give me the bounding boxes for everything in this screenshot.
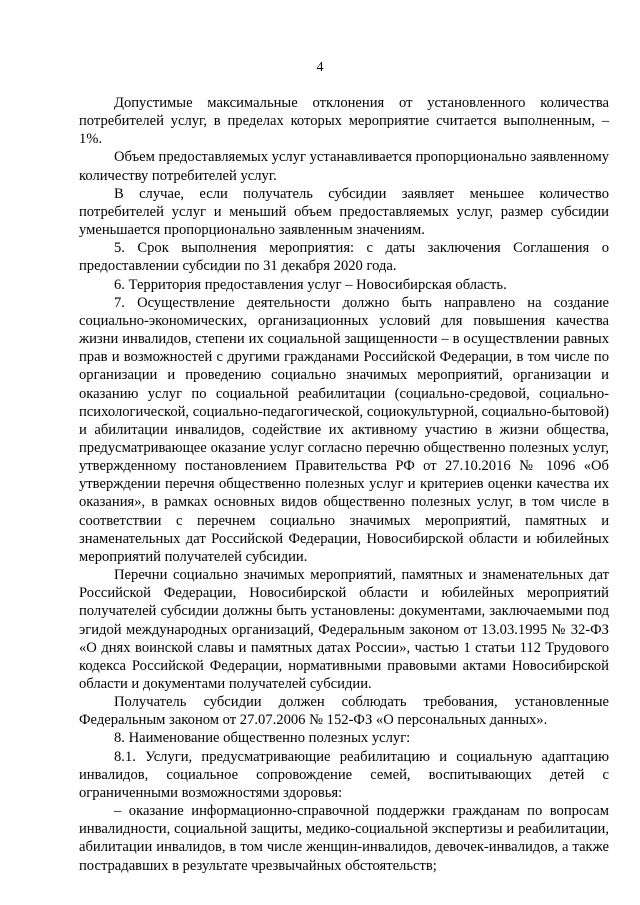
paragraph-volume: Объем предоставляемых услуг устанавливается пропорционально заявленному количеству потребителей услуг.	[79, 149, 609, 184]
paragraph-reduction: В случае, если получатель субсидии заявляет меньшее количество потребителей услуг и меньший объем предоставляемых услуг, размер субсидии уменьшается пропорционально заявленным значениям.	[79, 185, 609, 239]
paragraph-personal-data: Получатель субсидии должен соблюдать требования, установленные Федеральным законом от 27.07.2006 № 152-ФЗ «О персональных данных».	[79, 694, 609, 729]
paragraph-info-support: – оказание информационно-справочной поддержки гражданам по вопросам инвалидности, социальной защиты, медико-социальной экспертизы и реабилитации, абилитации инвалидов, в том числе женщин-инвалидов, девочек-инвалидов, а также пострадавших в результате чрезвычайных обстоятельств;	[79, 803, 609, 874]
document-body	[79, 94, 609, 875]
paragraph-deviation: Допустимые максимальные отклонения от установленного количества потребителей услуг, в пределах которых мероприятие считается выполненным, – 1%.	[79, 95, 609, 148]
paragraph-lists: Перечни социально значимых мероприятий, памятных и знаменательных дат Российской Федерации, Новосибирской области и юбилейных мероприятий получателей субсидии должны быть установлены: документами, заключаемыми под эгидой международных организаций, Федеральным законом от 13.03.1995 № 32-ФЗ «О днях воинской славы и памятных датах России», частью 1 статьи 112 Трудового кодекса Российской Федерации, нормативными правовыми актами Новосибирской области и документами получателей субсидии.	[79, 567, 609, 692]
paragraph-activity: 7. Осуществление деятельности должно быть направлено на создание социально-экономических, организационных условий для повышения качества жизни инвалидов, степени их социальной защищенности – в осуществлении равных прав и возможностей с другими гражданами Российской Федерации, в том числе по организации и проведению социально значимых мероприятий, организации и оказанию услуг по социальной реабилитации (социально-средовой, социально-психологической, социально-педагогической, социокультурной, социально-бытовой) и абилитации инвалидов, содействие их активному участию в жизни общества, предусматривающее оказание услуг согласно перечню общественно полезных услуг, утвержденному постановлением Правительства РФ от 27.10.2016 № 1096 «Об утверждении перечня общественно полезных услуг и критериев оценки качества их оказания», в рамках основных видов общественно полезных услуг, в том числе в соответствии с перечнем социально значимых мероприятий, памятных и знаменательных дат Российской Федерации, Новосибирской области и юбилейных мероприятий получателей субсидии.	[79, 294, 609, 565]
page-number: 4	[316, 60, 324, 75]
paragraph-services-8-1: 8.1. Услуги, предусматривающие реабилитацию и социальную адаптацию инвалидов, социальное сопровождение семей, воспитывающих детей с ограниченными возможностями здоровья:	[79, 748, 609, 801]
paragraph-territory: 6. Территория предоставления услуг – Новосибирская область.	[114, 276, 507, 293]
paragraph-services-title: 8. Наименование общественно полезных услуг:	[114, 730, 411, 747]
paragraph-term: 5. Срок выполнения мероприятия: с даты заключения Соглашения о предоставлении субсидии по 31 декабря 2020 года.	[79, 240, 609, 275]
